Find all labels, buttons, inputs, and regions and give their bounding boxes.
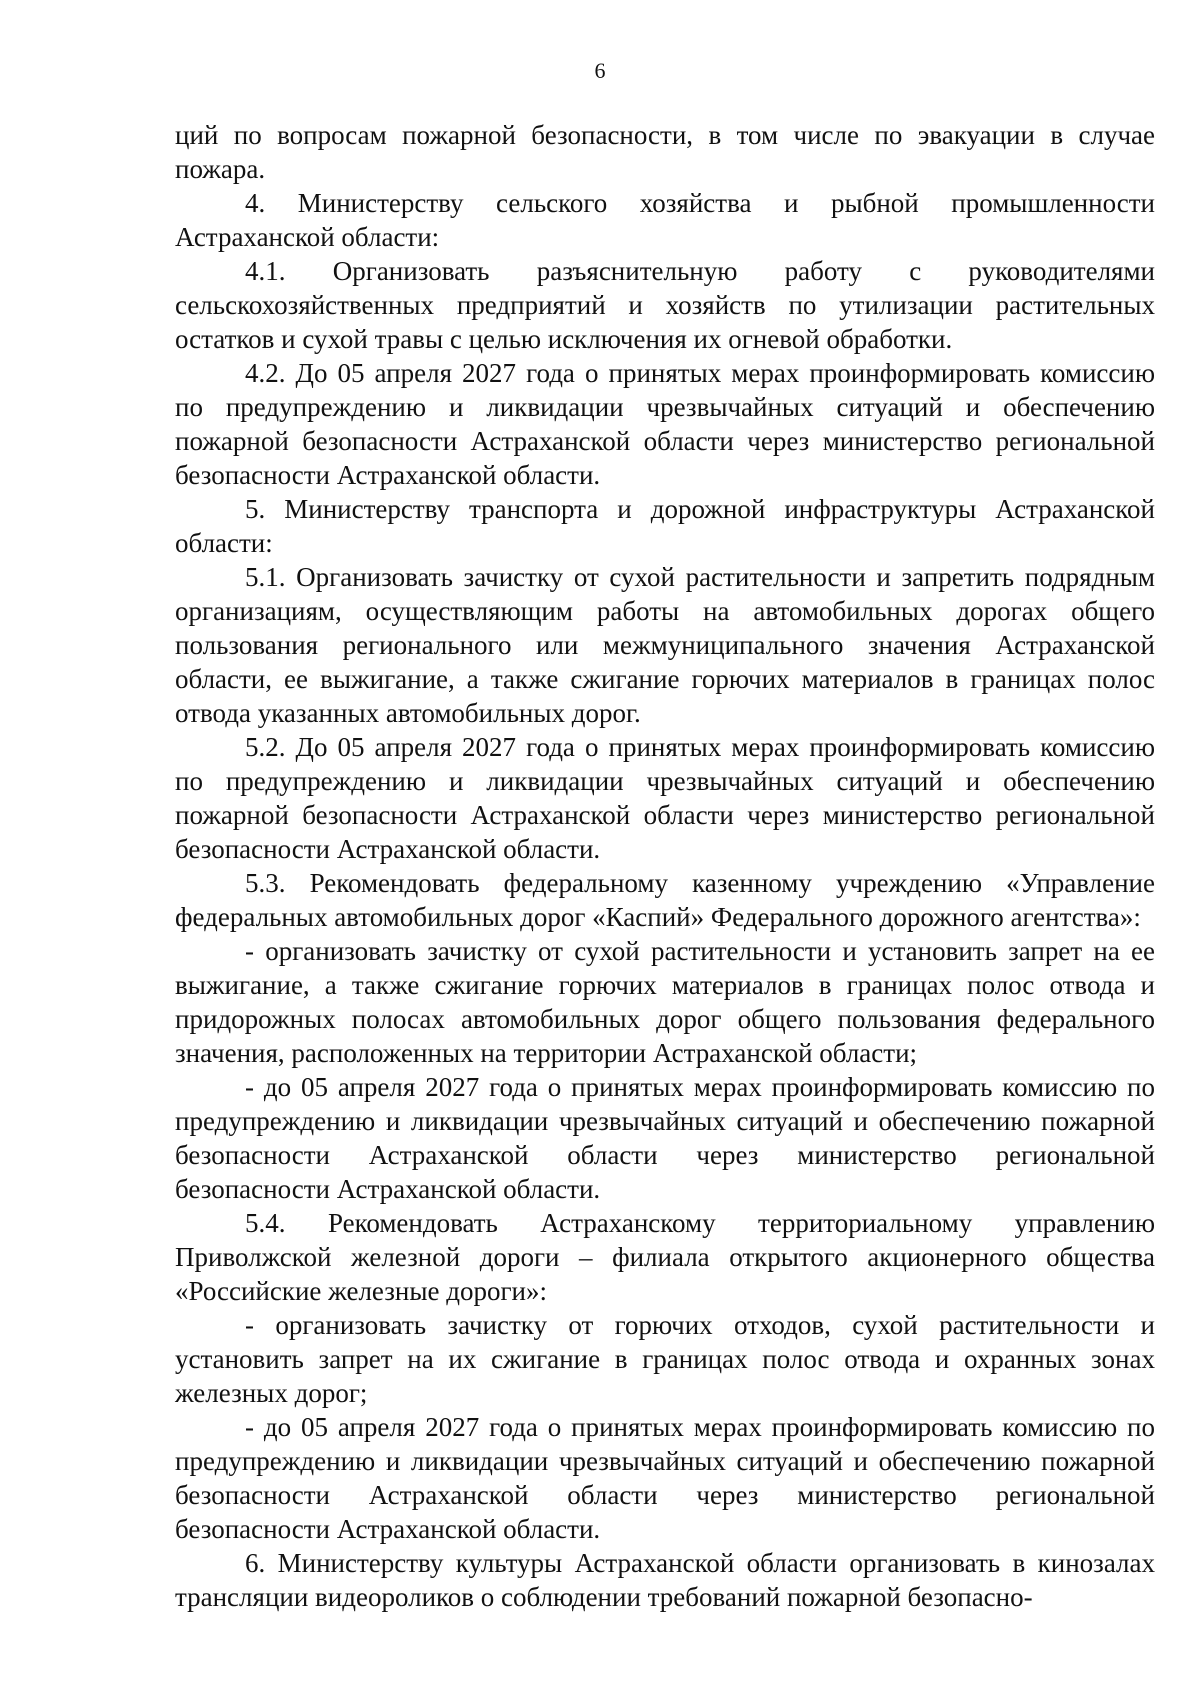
paragraph-2: 4. Министерству сельского хозяйства и рыбной промышленности Астраханской области: [175,188,1155,252]
paragraph-6: 5.1. Организовать зачистку от сухой растительности и запретить подрядным организациям, осуществляющим работы на автомобильных дорогах общего пользования регионального или межмуниципального значения Астраханской области, ее выжигание, а также сжигание горючих материалов в границах полос отвода указанных автомобильных дорог. [175,562,1155,728]
paragraph-4: 4.2. До 05 апреля 2027 года о принятых мерах проинформировать комиссию по предупреждению и ликвидации чрезвычайных ситуаций и обеспечению пожарной безопасности Астраханской области через министерство региональной безопасности Астраханской области. [175,358,1155,490]
paragraph-14: 6. Министерству культуры Астраханской области организовать в кинозалах трансляции видеороликов о соблюдении требований пожарной безопасно- [175,1548,1155,1612]
paragraph-10: - до 05 апреля 2027 года о принятых мерах проинформировать комиссию по предупреждению и ликвидации чрезвычайных ситуаций и обеспечению пожарной безопасности Астраханской области через министерство региональной безопасности Астраханской области. [175,1072,1155,1204]
paragraph-5: 5. Министерству транспорта и дорожной инфраструктуры Астраханской области: [175,494,1155,558]
paragraph-3: 4.1. Организовать разъяснительную работу с руководителями сельскохозяйственных предприятий и хозяйств по утилизации растительных остатков и сухой травы с целью исключения их огневой обработки. [175,256,1155,354]
page-number: 6 [594,58,606,83]
paragraph-1: ций по вопросам пожарной безопасности, в том числе по эвакуации в случае пожара. [175,120,1155,184]
paragraph-13: - до 05 апреля 2027 года о принятых мерах проинформировать комиссию по предупреждению и ликвидации чрезвычайных ситуаций и обеспечению пожарной безопасности Астраханской области через министерство региональной безопасности Астраханской области. [175,1412,1155,1544]
paragraph-12: - организовать зачистку от горючих отходов, сухой растительности и установить запрет на их сжигание в границах полос отвода и охранных зонах железных дорог; [175,1310,1155,1408]
paragraph-9: - организовать зачистку от сухой растительности и установить запрет на ее выжигание, а также сжигание горючих материалов в границах полос отвода и придорожных полосах автомобильных дорог общего пользования федерального значения, расположенных на территории Астраханской области; [175,936,1155,1068]
document-body [175,118,1155,1614]
paragraph-11: 5.4. Рекомендовать Астраханскому территориальному управлению Приволжской железной дороги – филиала открытого акционерного общества «Российские железные дороги»: [175,1208,1155,1306]
paragraph-8: 5.3. Рекомендовать федеральному казенному учреждению «Управление федеральных автомобильных дорог «Каспий» Федерального дорожного агентства»: [175,868,1155,932]
paragraph-7: 5.2. До 05 апреля 2027 года о принятых мерах проинформировать комиссию по предупреждению и ликвидации чрезвычайных ситуаций и обеспечению пожарной безопасности Астраханской области через министерство региональной безопасности Астраханской области. [175,732,1155,864]
